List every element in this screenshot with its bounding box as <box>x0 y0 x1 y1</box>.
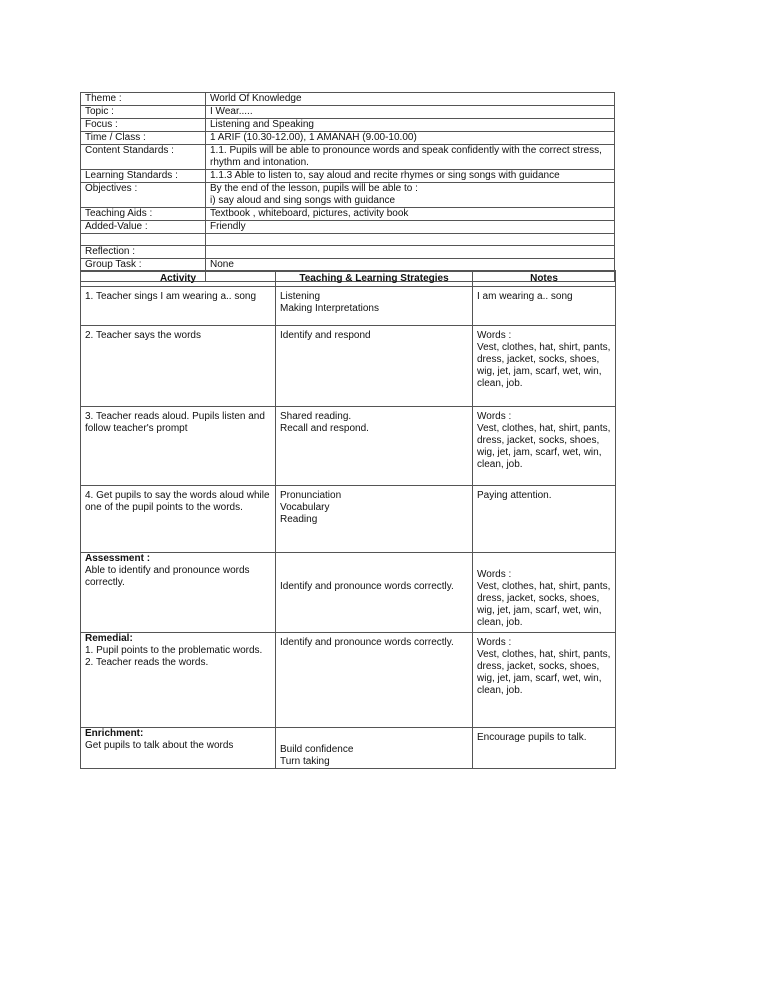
info-label: Reflection : <box>81 246 206 259</box>
info-value <box>206 234 615 246</box>
info-row <box>81 132 615 145</box>
info-label: Time / Class : <box>81 132 206 145</box>
info-row <box>81 145 615 170</box>
activity-text: 2. Teacher says the words <box>85 330 201 341</box>
activity-table <box>80 270 616 769</box>
notes-cell: Encourage pupils to talk. <box>473 728 616 769</box>
notes-cell: Words : Vest, clothes, hat, shirt, pants, dress, jacket, socks, shoes, wig, jet, jam, scarf, wet, win, clean, job. <box>473 326 616 407</box>
info-value: Textbook , whiteboard, pictures, activity book <box>206 208 615 221</box>
activity-row <box>81 326 616 407</box>
info-label: Group Task : <box>81 259 206 272</box>
notes-cell: Words : Vest, clothes, hat, shirt, pants, dress, jacket, socks, shoes, wig, jet, jam, scarf, wet, win, clean, job. <box>473 633 616 728</box>
activity-text: 1. Pupil points to the problematic words. 2. Teacher reads the words. <box>85 645 263 668</box>
notes-cell: Words : Vest, clothes, hat, shirt, pants, dress, jacket, socks, shoes, wig, jet, jam, scarf, wet, win, clean, job. <box>473 553 616 633</box>
info-row <box>81 106 615 119</box>
activity-row <box>81 553 616 633</box>
activity-row <box>81 728 616 769</box>
lesson-info-table <box>80 92 615 282</box>
info-row <box>81 170 615 183</box>
info-label <box>81 234 206 246</box>
info-value: 1 ARIF (10.30-12.00), 1 AMANAH (9.00-10.00) <box>206 132 615 145</box>
strategy-cell: Identify and respond <box>276 326 473 407</box>
strategy-cell: Shared reading. Recall and respond. <box>276 407 473 486</box>
strategy-cell: Identify and pronounce words correctly. <box>276 553 473 633</box>
activity-text: Get pupils to talk about the words <box>85 740 234 751</box>
activity-cell <box>81 287 276 326</box>
info-label: Content Standards : <box>81 145 206 170</box>
section-title: Remedial: <box>85 633 133 644</box>
info-label: Learning Standards : <box>81 170 206 183</box>
info-row <box>81 183 615 208</box>
activity-text: 3. Teacher reads aloud. Pupils listen and follow teacher's prompt <box>85 411 265 434</box>
activity-header-row <box>81 271 616 287</box>
activity-row <box>81 287 616 326</box>
info-value: 1.1.3 Able to listen to, say aloud and recite rhymes or sing songs with guidance <box>206 170 615 183</box>
notes-cell: Paying attention. <box>473 486 616 553</box>
info-label: Added-Value : <box>81 221 206 234</box>
info-row <box>81 246 615 259</box>
info-label: Theme : <box>81 93 206 106</box>
info-label: Objectives : <box>81 183 206 208</box>
section-title: Enrichment: <box>85 728 144 739</box>
info-value: Listening and Speaking <box>206 119 615 132</box>
info-value: By the end of the lesson, pupils will be able to : i) say aloud and sing songs with guidance <box>206 183 615 208</box>
activity-cell <box>81 407 276 486</box>
info-value: I Wear..... <box>206 106 615 119</box>
strategy-cell: Identify and pronounce words correctly. <box>276 633 473 728</box>
info-row <box>81 221 615 234</box>
info-value <box>206 246 615 259</box>
header-activity: Activity <box>81 271 276 287</box>
info-row <box>81 208 615 221</box>
activity-cell <box>81 553 276 633</box>
info-value: 1.1. Pupils will be able to pronounce words and speak confidently with the correct stress, rhythm and intonation. <box>206 145 615 170</box>
activity-row <box>81 633 616 728</box>
strategy-cell: Pronunciation Vocabulary Reading <box>276 486 473 553</box>
activity-cell <box>81 326 276 407</box>
activity-row <box>81 486 616 553</box>
activity-text: 4. Get pupils to say the words aloud while one of the pupil points to the words. <box>85 490 270 513</box>
info-value: Friendly <box>206 221 615 234</box>
strategy-cell: Build confidence Turn taking <box>276 728 473 769</box>
info-label: Focus : <box>81 119 206 132</box>
info-row <box>81 119 615 132</box>
info-value: None <box>206 259 615 272</box>
info-row <box>81 234 615 246</box>
activity-row <box>81 407 616 486</box>
header-strategies: Teaching & Learning Strategies <box>276 271 473 287</box>
info-row <box>81 93 615 106</box>
activity-cell <box>81 728 276 769</box>
section-title: Assessment : <box>85 553 151 564</box>
notes-cell: Words : Vest, clothes, hat, shirt, pants, dress, jacket, socks, shoes, wig, jet, jam, scarf, wet, win, clean, job. <box>473 407 616 486</box>
header-notes: Notes <box>473 271 616 287</box>
info-label: Teaching Aids : <box>81 208 206 221</box>
strategy-cell: Listening Making Interpretations <box>276 287 473 326</box>
notes-cell: I am wearing a.. song <box>473 287 616 326</box>
info-value: World Of Knowledge <box>206 93 615 106</box>
activity-text: Able to identify and pronounce words correctly. <box>85 565 250 588</box>
activity-cell <box>81 633 276 728</box>
activity-text: 1. Teacher sings I am wearing a.. song <box>85 291 257 302</box>
activity-cell <box>81 486 276 553</box>
info-label: Topic : <box>81 106 206 119</box>
